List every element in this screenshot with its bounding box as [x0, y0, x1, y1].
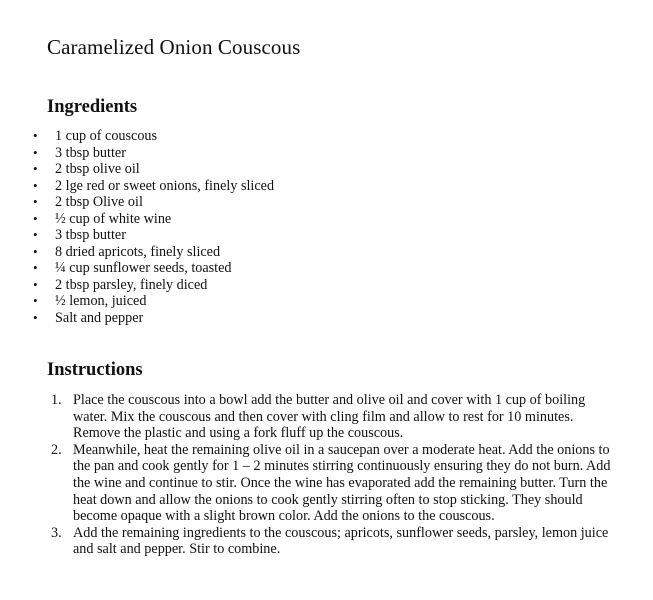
bullet-icon: •	[33, 128, 38, 143]
instruction-step	[0, 442, 620, 525]
bullet-icon: •	[33, 177, 38, 193]
instructions-list	[0, 392, 620, 558]
bullet-icon: •	[33, 194, 38, 209]
ingredient-item	[0, 310, 274, 327]
bullet-icon: •	[33, 227, 38, 242]
ingredient-item	[0, 244, 274, 261]
ingredient-item	[0, 293, 274, 310]
ingredient-item	[0, 178, 274, 195]
ingredient-item	[0, 161, 274, 178]
instruction-step	[0, 525, 620, 558]
bullet-icon: •	[33, 276, 38, 292]
ingredient-text: 2 lge red or sweet onions, finely sliced	[55, 177, 275, 194]
ingredient-item	[0, 260, 274, 277]
ingredient-text: 2 tbsp parsley, finely diced	[55, 276, 208, 293]
bullet-icon: •	[33, 243, 38, 259]
ingredients-list	[0, 128, 274, 326]
instructions-heading: Instructions	[47, 360, 143, 380]
instruction-step	[0, 392, 620, 442]
ingredient-item	[0, 277, 274, 294]
ingredient-text: ¼ cup sunflower seeds, toasted	[55, 260, 232, 276]
ingredient-item	[0, 211, 274, 228]
ingredient-text: 2 tbsp Olive oil	[55, 194, 143, 210]
ingredient-item	[0, 145, 274, 162]
bullet-icon: •	[33, 144, 38, 160]
bullet-icon: •	[33, 293, 38, 308]
bullet-icon: •	[33, 260, 38, 275]
ingredient-text: 2 tbsp olive oil	[55, 161, 140, 177]
bullet-icon: •	[33, 161, 38, 176]
step-number: 2.	[51, 441, 62, 458]
ingredient-item	[0, 128, 274, 145]
step-number: 1.	[51, 392, 62, 408]
bullet-icon: •	[33, 210, 38, 226]
ingredient-text: 8 dried apricots, finely sliced	[55, 243, 221, 260]
step-text: Place the couscous into a bowl add the butter and olive oil and cover with 1 cup of boiling water. Mix the couscous and then cover with cling film and allow to rest for 10 minutes. Remove the plastic and using a fork fluff up the couscous.	[73, 392, 586, 442]
ingredients-heading: Ingredients	[47, 97, 138, 117]
ingredient-text: Salt and pepper	[55, 309, 144, 326]
step-text: Add the remaining ingredients to the couscous; apricots, sunflower seeds, parsley, lemon juice and salt and pepper. Stir to combine.	[73, 524, 609, 558]
ingredient-text: 3 tbsp butter	[55, 227, 126, 243]
ingredient-text: 3 tbsp butter	[55, 144, 126, 161]
ingredient-text: ½ lemon, juiced	[55, 293, 147, 309]
bullet-icon: •	[33, 309, 38, 325]
step-number: 3.	[51, 524, 62, 541]
ingredient-text: ½ cup of white wine	[55, 210, 172, 227]
ingredient-text: 1 cup of couscous	[55, 128, 158, 144]
ingredient-item	[0, 227, 274, 244]
step-text: Meanwhile, heat the remaining olive oil in a saucepan over a moderate heat. Add the onions to the pan and cook gently for 1 – 2 minutes stirring continuously ensuring they do not burn. Add the wine and continue to stir. Once the wine has evaporated add the remaining butter. Turn the heat down and allow the onions to cook gently stirring often to stop sticking. They should become opaque with a slight brown color. Add the onions to the couscous.	[73, 441, 611, 525]
ingredient-item	[0, 194, 274, 211]
recipe-title: Caramelized Onion Couscous	[47, 35, 301, 59]
